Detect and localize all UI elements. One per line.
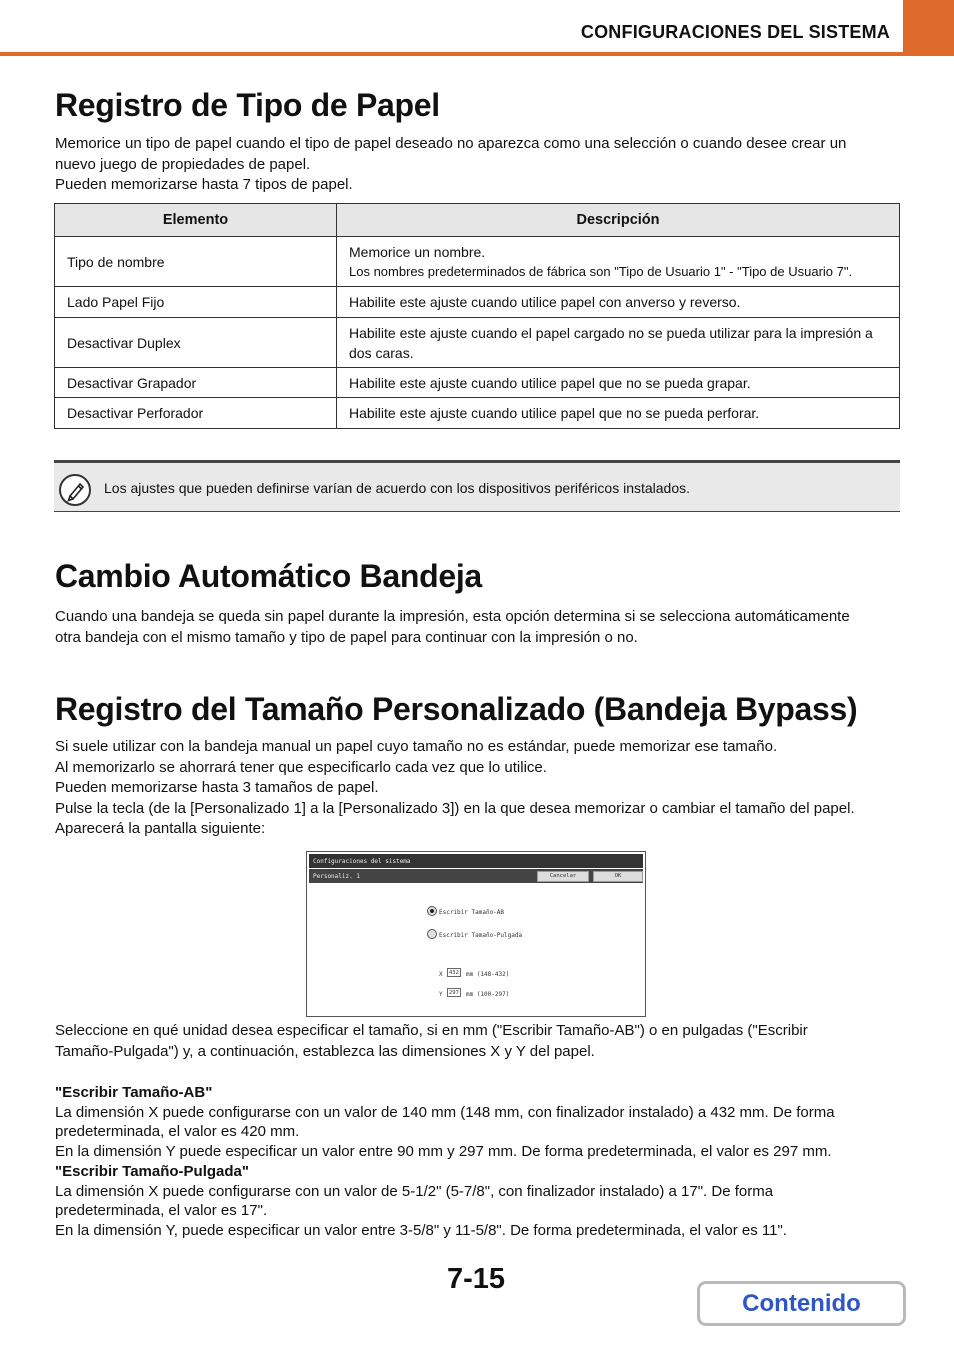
header-rule	[0, 52, 903, 56]
section-title-auto-tray: Cambio Automático Bandeja	[55, 558, 482, 594]
body-line: Pulse la tecla (de la [Personalizado 1] a la [Personalizado 3]) en la que desea memorizar o cambiar el tamaño del papel.	[55, 799, 855, 817]
body-line: Cuando una bandeja se queda sin papel durante la impresión, esta opción determina si se selecciona automáticamente	[55, 608, 850, 625]
custom-size-screen	[306, 851, 646, 1017]
note-text: Los ajustes que pueden definirse varían de acuerdo con los dispositivos periféricos instalados.	[104, 480, 691, 496]
description-text: Memorice un nombre.	[349, 243, 486, 260]
intro-line: Memorice un tipo de papel cuando el tipo de papel deseado no aparezca como una selección o cuando desee crear un	[55, 135, 847, 152]
radio-inch-label: Escribir Tamaño-Pulgada	[439, 932, 523, 939]
body-line: La dimensión X puede configurarse con un valor de 140 mm (148 mm, con finalizador instalado) a 432 mm. De forma	[55, 1103, 835, 1121]
table-cell-item: Desactivar Duplex	[55, 318, 337, 368]
body-line: En la dimensión Y, puede especificar un valor entre 3-5/8" y 11-5/8". De forma predeterminada, el valor es 11".	[55, 1221, 787, 1239]
paper-type-table	[54, 203, 900, 429]
table-row	[55, 398, 900, 429]
radio-selected-icon	[427, 906, 437, 916]
table-row	[55, 237, 900, 287]
section3-after	[55, 1021, 903, 1062]
table-cell-description: Habilite este ajuste cuando utilice papel que no se pueda perforar.	[337, 398, 900, 429]
body-line: Si suele utilizar con la bandeja manual un papel cuyo tamaño no es estándar, puede memorizar ese tamaño.	[55, 738, 778, 755]
table-cell-description: Habilite este ajuste cuando utilice papel con anverso y reverso.	[337, 287, 900, 318]
table-cell-description	[337, 237, 900, 287]
section-title-paper-type: Registro de Tipo de Papel	[55, 87, 440, 123]
body-line: Pueden memorizarse hasta 3 tamaños de papel.	[55, 779, 379, 796]
description-text: dos caras.	[349, 344, 414, 361]
body-line: La dimensión X puede configurarse con un valor de 5-1/2" (5-7/8", con finalizador instalado) a 17". De forma	[55, 1182, 774, 1200]
table-cell-item: Desactivar Grapador	[55, 368, 337, 398]
note-box	[54, 460, 900, 512]
ok-button[interactable]: OK	[593, 871, 643, 882]
table-cell-item: Lado Papel Fijo	[55, 287, 337, 318]
section2-text	[55, 607, 903, 648]
table-row	[55, 318, 900, 368]
ab-subheading: "Escribir Tamaño-AB"	[55, 1084, 213, 1101]
screen-title-bar	[309, 854, 643, 868]
page-header	[0, 0, 954, 56]
dimension-x-label: X	[439, 971, 443, 978]
intro-line: Pueden memorizarse hasta 7 tipos de papel.	[55, 176, 353, 193]
table-header-row	[55, 204, 900, 237]
body-line: Aparecerá la pantalla siguiente:	[55, 820, 266, 837]
description-detail: Los nombres predeterminados de fábrica son "Tipo de Usuario 1" - "Tipo de Usuario 7".	[349, 263, 853, 279]
intro-line: nuevo juego de propiedades de papel.	[55, 155, 311, 173]
body-line: predeterminada, el valor es 17".	[55, 1202, 268, 1220]
dimension-x-range: mm (148-432)	[466, 971, 510, 978]
body-line: En la dimensión Y puede especificar un valor entre 90 mm y 297 mm. De forma predeterminada, el valor es 297 mm.	[55, 1143, 832, 1161]
size-details	[55, 1083, 903, 1241]
description-text: Habilite este ajuste cuando el papel cargado no se pueda utilizar para la impresión a	[349, 324, 873, 341]
dimension-x-input[interactable]: 432	[447, 968, 461, 977]
body-line: Seleccione en qué unidad desea especificar el tamaño, si en mm ("Escribir Tamaño-AB") o en pulgadas ("Escribir	[55, 1022, 808, 1039]
dimension-y-label: Y	[439, 991, 443, 998]
dimension-y-range: mm (100-297)	[466, 991, 510, 998]
body-line: Al memorizarlo se ahorrará tener que especificarlo cada vez que lo utilice.	[55, 758, 547, 776]
header-title: CONFIGURACIONES DEL SISTEMA	[580, 22, 890, 42]
table-cell-description	[337, 318, 900, 368]
table-cell-item: Desactivar Perforador	[55, 398, 337, 429]
body-line: Tamaño-Pulgada") y, a continuación, establezca las dimensiones X y Y del papel.	[55, 1042, 595, 1060]
screen-subtitle: Personaliz. 1	[313, 873, 360, 880]
table-row	[55, 368, 900, 398]
radio-ab-label: Escribir Tamaño-AB	[439, 909, 505, 916]
screen-title: Configuraciones del sistema	[313, 858, 411, 865]
pencil-note-icon	[59, 474, 91, 506]
section1-intro	[55, 134, 903, 196]
column-header-item: Elemento	[55, 204, 337, 237]
header-corner-block	[903, 0, 954, 56]
table-cell-item: Tipo de nombre	[55, 237, 337, 287]
section-title-custom-size: Registro del Tamaño Personalizado (Bandeja Bypass)	[55, 691, 858, 727]
body-line: otra bandeja con el mismo tamaño y tipo de papel para continuar con la impresión o no.	[55, 628, 638, 646]
section3-text	[55, 737, 903, 840]
contents-button[interactable]: Contenido	[697, 1281, 906, 1326]
column-header-description: Descripción	[337, 204, 900, 237]
dimension-y-input[interactable]: 297	[447, 988, 461, 997]
cancel-button[interactable]: Cancelar	[537, 871, 589, 882]
inch-subheading: "Escribir Tamaño-Pulgada"	[55, 1162, 249, 1180]
table-cell-description: Habilite este ajuste cuando utilice papel que no se pueda grapar.	[337, 368, 900, 398]
page-number: 7-15	[447, 1263, 506, 1295]
table-row	[55, 287, 900, 318]
screen-subtitle-bar	[309, 869, 643, 883]
body-line: predeterminada, el valor es 420 mm.	[55, 1123, 300, 1141]
radio-unselected-icon	[427, 929, 437, 939]
